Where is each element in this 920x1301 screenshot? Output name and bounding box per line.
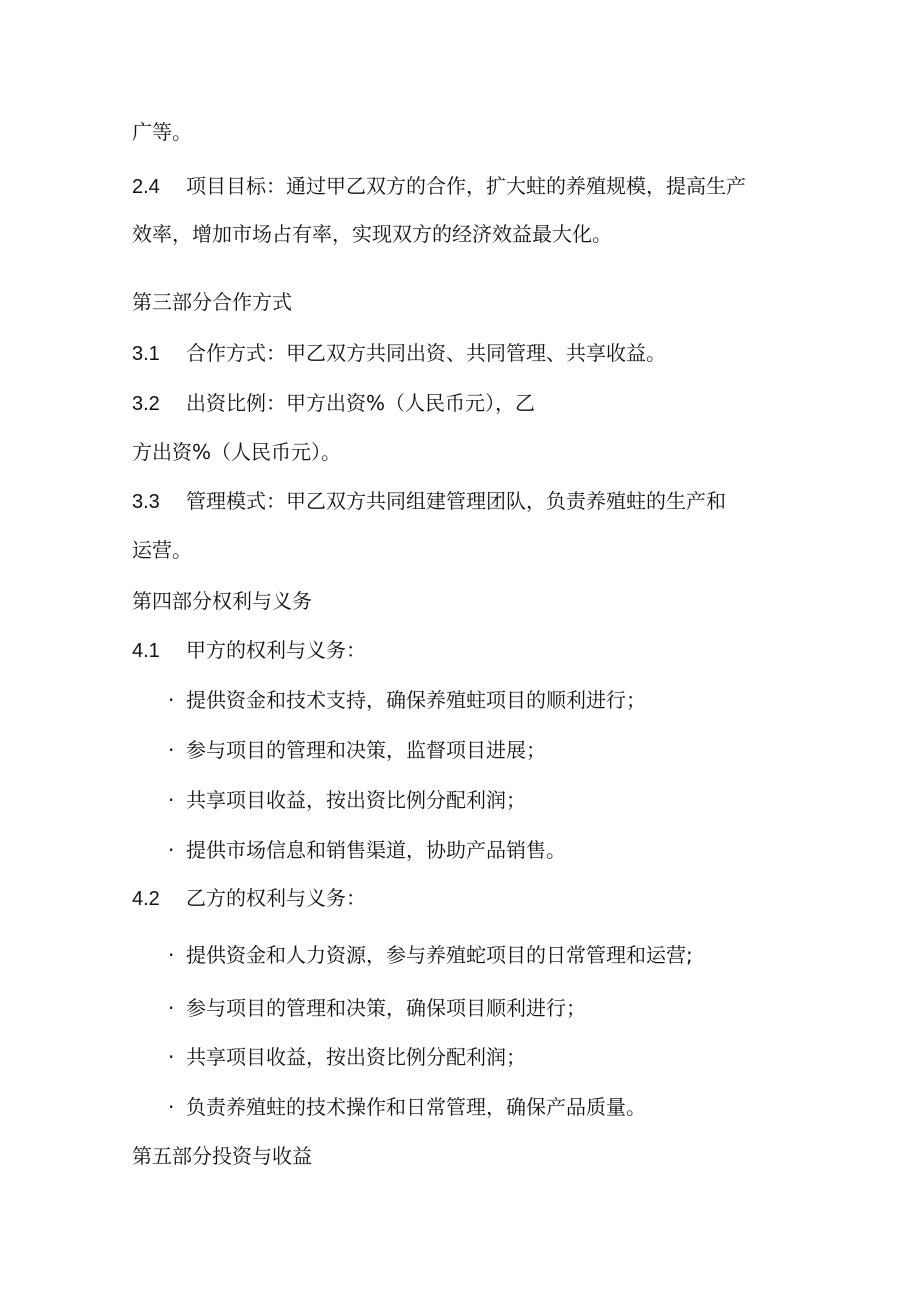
section-text: 管理模式：甲乙双方共同组建管理团队，负责养殖蛀的生产和 [186, 489, 726, 513]
section-number: 3.3 [132, 491, 160, 513]
list-item [168, 835, 566, 865]
list-item-text: 参与项目的管理和决策，监督项目进展； [186, 738, 546, 762]
section-3-3 [132, 486, 726, 517]
list-item [168, 785, 526, 815]
section-number: 3.1 [132, 343, 160, 365]
list-item-text: 共享项目收益，按出资比例分配利润； [186, 1045, 526, 1069]
part-4-heading: 第四部分权利与义务 [132, 589, 312, 613]
section-text: 项目目标：通过甲乙双方的合作，扩大蛀的养殖规模，提高生产 [186, 174, 746, 198]
bullet-dot: · [168, 788, 175, 812]
part-5-heading: 第五部分投资与收益 [132, 1144, 312, 1168]
list-item [168, 1042, 526, 1072]
list-item [168, 993, 586, 1023]
section-2-4-line2: 效率，增加市场占有率，实现双方的经济效益最大化。 [132, 222, 612, 246]
list-item [168, 685, 646, 715]
list-item-text: 共享项目收益，按出资比例分配利润； [186, 788, 526, 812]
section-3-2 [132, 388, 535, 419]
section-2-4-line1 [132, 171, 746, 202]
bullet-dot: · [168, 838, 175, 862]
section-number: 4.1 [132, 640, 160, 662]
section-3-1 [132, 338, 666, 369]
section-3-2-continuation: 方出资%（人民币元）。 [132, 440, 342, 464]
list-item-text: 参与项目的管理和决策，确保项目顺利进行； [186, 996, 586, 1020]
bullet-dot: · [168, 943, 175, 967]
section-3-3-continuation: 运营。 [132, 538, 192, 562]
section-text: 出资比例：甲方出资%（人民币元），乙 [186, 391, 536, 415]
section-number: 3.2 [132, 393, 160, 415]
list-item-text: 提供市场信息和销售渠道，协助产品销售。 [186, 838, 566, 862]
continuation-text: 广等。 [132, 120, 192, 144]
section-text: 合作方式：甲乙双方共同出资、共同管理、共享收益。 [186, 341, 666, 365]
part-3-heading: 第三部分合作方式 [132, 290, 292, 314]
section-text: 甲方的权利与义务： [186, 638, 366, 662]
bullet-dot: · [168, 738, 175, 762]
bullet-dot: · [168, 688, 175, 712]
section-4-1 [132, 635, 366, 666]
bullet-dot: · [168, 1095, 175, 1119]
section-number: 4.2 [132, 888, 160, 910]
bullet-dot: · [168, 996, 175, 1020]
list-item-text: 提供资金和技术支持，确保养殖蛀项目的顺利进行； [186, 688, 646, 712]
list-item-text: 负责养殖蛀的技术操作和日常管理，确保产品质量。 [186, 1095, 646, 1119]
bullet-dot: · [168, 1045, 175, 1069]
section-number: 2.4 [132, 176, 160, 198]
list-item-text: 提供资金和人力资源，参与养殖蛇项目的日常管理和运营; [186, 943, 693, 967]
list-item [168, 1092, 646, 1122]
section-4-2 [132, 883, 366, 914]
list-item [168, 735, 546, 765]
list-item [168, 940, 693, 970]
section-text: 乙方的权利与义务： [186, 886, 366, 910]
